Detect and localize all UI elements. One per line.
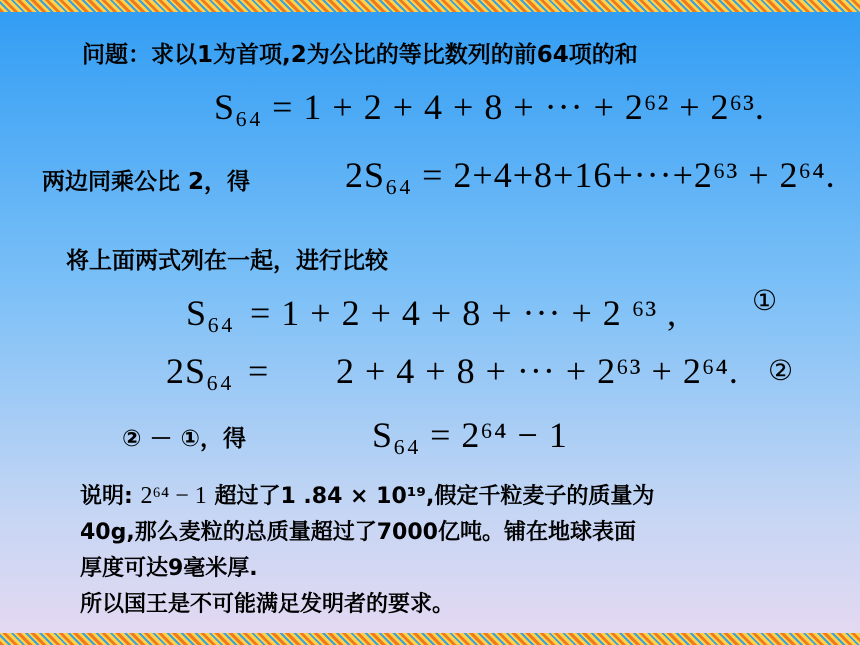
- note-label: 说明:: [80, 484, 133, 509]
- equation-2-rhs: 2 + 4 + 8 + ··· + 2⁶³ + 2⁶⁴.: [336, 351, 739, 391]
- explanation-note: [80, 478, 820, 623]
- problem-statement: 问题：求以1为首项,2为公比的等比数列的前64项的和: [82, 42, 638, 68]
- equation-2-marker: ②: [768, 354, 794, 387]
- note-line-4: 所以国王是不可能满足发明者的要求。: [80, 592, 455, 617]
- bottom-decorative-border: [0, 633, 860, 645]
- note-exceeds-text: 超过了: [214, 484, 281, 509]
- note-value: 1 .84 × 10¹⁹: [280, 484, 427, 509]
- note-formula: 2⁶⁴ − 1: [140, 483, 207, 509]
- note-line-3: 厚度可达9毫米厚.: [80, 556, 258, 581]
- note-line-2: 40g,那么麦粒的总质量超过了7000亿吨。铺在地球表面: [80, 520, 636, 545]
- multiplied-sum-formula: 2S₆₄ = 2+4+8+16+···+2⁶³ + 2⁶⁴.: [345, 155, 836, 195]
- equation-1-rhs: = 1 + 2 + 4 + 8 + ··· + 2 ⁶³ ,: [250, 293, 678, 333]
- top-decorative-border: [0, 0, 860, 12]
- equation-2-lhs: 2S₆₄: [166, 351, 234, 391]
- note-assumption-text: ,假定千粒麦子的质量为: [426, 484, 655, 509]
- note-line-1: [80, 478, 820, 515]
- sum-definition-formula: S₆₄ = 1 + 2 + 4 + 8 + ··· + 2⁶² + 2⁶³.: [214, 87, 765, 127]
- equation-1-lhs: S₆₄: [186, 293, 235, 333]
- equation-2-equals: =: [248, 351, 270, 391]
- subtraction-result-formula: S₆₄ = 2⁶⁴ − 1: [372, 415, 568, 455]
- multiply-instruction: 两边同乘公比 2，得: [42, 169, 251, 195]
- subtract-instruction: ② － ①，得: [122, 426, 246, 452]
- equation-1-marker: ①: [752, 284, 778, 317]
- compare-instruction: 将上面两式列在一起，进行比较: [66, 248, 388, 274]
